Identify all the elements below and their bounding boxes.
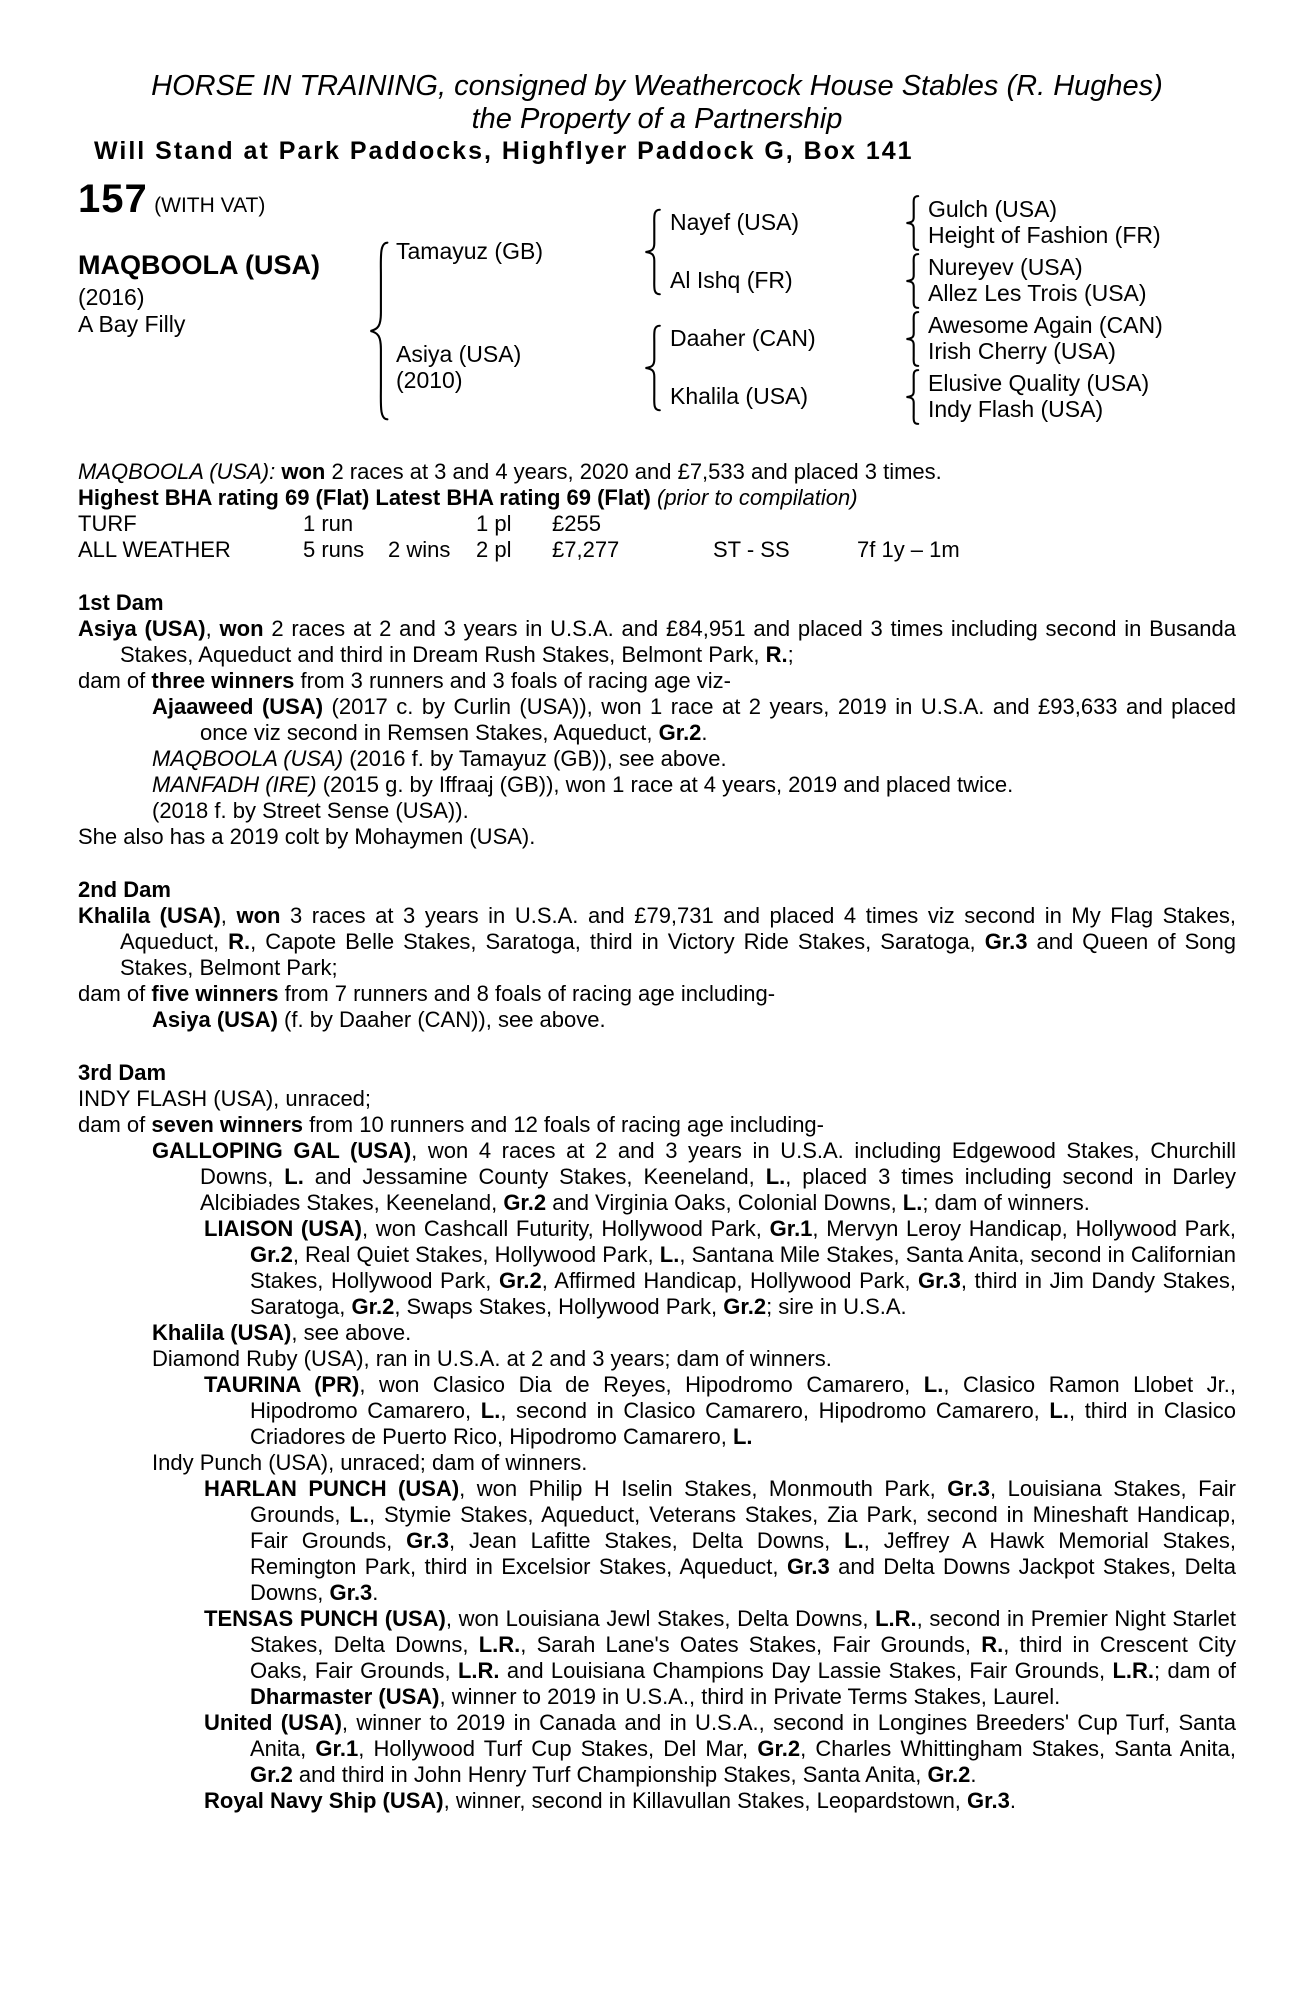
text-segment: , won 4 races at 2 and 3 years in U.S.A. including Edgewood Stakes, Churchill Downs, xyxy=(200,1138,1236,1189)
pedigree-paragraph xyxy=(78,1007,1236,1033)
pedigree-paragraph xyxy=(78,1216,1236,1320)
text-segment: L. xyxy=(902,1190,923,1215)
text-segment: ; dam of winners. xyxy=(922,1190,1090,1215)
horse-name: MAQBOOLA (USA) xyxy=(78,250,320,280)
pedigree-paragraph xyxy=(78,1138,1236,1216)
text-segment: MAQBOOLA (USA): xyxy=(78,459,276,484)
text-segment: and Delta Downs Jackpot Stakes, Delta Downs, xyxy=(250,1554,1237,1605)
text-segment: , Capote Belle Stakes, Saratoga, third in Victory Ride Stakes, Saratoga, xyxy=(250,929,985,954)
text-segment: TENSAS PUNCH (USA) xyxy=(204,1606,446,1631)
text-segment: and third in John Henry Turf Championship Stakes, Santa Anita, xyxy=(292,1762,928,1787)
text-segment: , won Louisiana Jewl Stakes, Delta Downs, xyxy=(445,1606,876,1631)
text-segment: five winners xyxy=(151,981,279,1006)
text-segment: L.R. xyxy=(478,1632,521,1657)
text-segment: from 7 runners and 8 foals of racing age including- xyxy=(278,981,776,1006)
text-segment: HARLAN PUNCH (USA) xyxy=(204,1476,460,1501)
pedigree-paragraph xyxy=(78,694,1236,746)
text-segment: L.R. xyxy=(457,1658,500,1683)
race-record-table xyxy=(78,511,1236,563)
text-segment: three winners xyxy=(151,668,295,693)
vat-note: (WITH VAT) xyxy=(154,194,266,217)
pedigree-paragraph xyxy=(78,1710,1236,1788)
dam-section-heading: 2nd Dam xyxy=(78,877,171,902)
pedigree-brace-gen3 xyxy=(902,253,920,309)
text-segment: Indy Punch (USA), unraced; dam of winners. xyxy=(152,1450,588,1475)
pedigree-name-gen3: Elusive Quality (USA) xyxy=(928,370,1150,396)
text-segment: Gr.1 xyxy=(315,1736,359,1761)
text-segment: Gr.3 xyxy=(786,1554,830,1579)
text-segment: L. xyxy=(480,1398,501,1423)
text-segment: . xyxy=(1009,1788,1016,1813)
dam-section-heading: 3rd Dam xyxy=(78,1060,167,1085)
pedigree-brace-gen1 xyxy=(364,239,390,423)
text-segment: , third in Crescent City Oaks, Fair Grounds, xyxy=(250,1632,1236,1683)
pedigree-name-gen3: Height of Fashion (FR) xyxy=(928,222,1161,248)
consignor-line: HORSE IN TRAINING, consigned by Weathercock House Stables (R. Hughes) xyxy=(151,70,1163,102)
pedigree-name-gen3: Allez Les Trois (USA) xyxy=(928,280,1147,306)
race-record-cell: ST - SS xyxy=(713,537,790,562)
pedigree-paragraph xyxy=(78,1086,1236,1112)
text-segment: , won Clasico Dia de Reyes, Hipodromo Camarero, xyxy=(359,1372,924,1397)
text-segment: INDY FLASH (USA), unraced; xyxy=(78,1086,372,1111)
pedigree-brace-gen3 xyxy=(902,195,920,251)
text-segment: L. xyxy=(659,1242,680,1267)
text-segment: , xyxy=(205,616,220,641)
pedigree-sire: Tamayuz (GB) xyxy=(396,238,543,264)
property-line: the Property of a Partnership xyxy=(471,103,843,135)
text-segment: R. xyxy=(765,642,788,667)
text-segment: (2017 c. by Curlin (USA)), won 1 race at 2 years, 2019 in U.S.A. and £93,633 and placed once viz second in Remsen Stakes, Aqueduct, xyxy=(200,694,1236,745)
race-record-row xyxy=(78,537,1236,563)
text-segment: Gr.3 xyxy=(984,929,1028,954)
text-segment: United (USA) xyxy=(204,1710,342,1735)
text-segment: R. xyxy=(228,929,251,954)
text-segment: from 10 runners and 12 foals of racing age including- xyxy=(303,1112,824,1137)
text-segment: , Santana Mile Stakes, Santa Anita, second in Californian Stakes, Hollywood Park, xyxy=(250,1242,1237,1293)
text-segment: L. xyxy=(349,1502,369,1527)
pedigree-brace-gen2-sire xyxy=(640,208,662,296)
text-segment: and Louisiana Champions Day Lassie Stakes, Fair Grounds, xyxy=(499,1658,1113,1683)
text-segment: , Charles Whittingham Stakes, Santa Anita, xyxy=(800,1736,1236,1761)
pedigree-paragraph xyxy=(78,1112,1236,1138)
text-segment: L.R. xyxy=(875,1606,917,1631)
text-segment: Royal Navy Ship (USA) xyxy=(204,1788,444,1813)
text-segment: R. xyxy=(981,1632,1004,1657)
text-segment: dam of xyxy=(78,668,152,693)
text-segment: Dharmaster (USA) xyxy=(250,1684,440,1709)
race-record-cell: TURF xyxy=(78,511,137,536)
text-segment: (2016 f. by Tamayuz (GB)), see above. xyxy=(343,746,727,771)
text-segment: LIAISON (USA) xyxy=(204,1216,363,1241)
text-segment: Gr.2 xyxy=(757,1736,801,1761)
pedigree-brace-gen3 xyxy=(902,311,920,367)
catalogue-body xyxy=(78,459,1236,1814)
text-segment: MANFADH (IRE) xyxy=(152,772,317,797)
text-segment: dam of xyxy=(78,981,152,1006)
text-segment: (2015 g. by Iffraaj (GB)), won 1 race at 4 years, 2019 and placed twice. xyxy=(316,772,1014,797)
race-record-cell: 1 pl xyxy=(476,511,512,536)
text-segment: , Swaps Stakes, Hollywood Park, xyxy=(394,1294,724,1319)
pedigree-name-gen2: Al Ishq (FR) xyxy=(670,267,793,293)
dam-section-heading: 1st Dam xyxy=(78,590,164,615)
lot-line xyxy=(78,177,266,221)
text-segment: , Jean Lafitte Stakes, Delta Downs, xyxy=(448,1528,845,1553)
race-record-cell: 7f 1y – 1m xyxy=(857,537,960,562)
text-segment: GALLOPING GAL (USA) xyxy=(152,1138,412,1163)
text-segment: L.R. xyxy=(1112,1658,1154,1683)
text-segment: Asiya (USA) xyxy=(152,1007,278,1032)
pedigree-brace-gen2-dam xyxy=(640,324,662,412)
text-segment: , see above. xyxy=(291,1320,412,1345)
pedigree-paragraph xyxy=(78,1346,1236,1372)
text-segment: . xyxy=(970,1762,977,1787)
text-segment: Gr.2 xyxy=(723,1294,767,1319)
text-segment: . xyxy=(372,1580,379,1605)
pedigree-paragraph xyxy=(78,1320,1236,1346)
text-segment: Ajaaweed (USA) xyxy=(152,694,324,719)
dam-sections xyxy=(78,590,1236,1814)
text-segment: Gr.2 xyxy=(503,1190,547,1215)
text-segment: dam of xyxy=(78,1112,152,1137)
text-segment: , third in Clasico Criadores de Puerto Rico, Hipodromo Camarero, xyxy=(250,1398,1236,1449)
text-segment: and Virginia Oaks, Colonial Downs, xyxy=(546,1190,903,1215)
text-segment: Gr.2 xyxy=(658,720,702,745)
text-segment: 3 races at 3 years in U.S.A. and £79,731 and placed 4 times viz second in My Flag Stakes, Aqueduct, xyxy=(120,903,1237,954)
text-segment: L. xyxy=(844,1528,864,1553)
text-segment: Gr.3 xyxy=(967,1788,1010,1813)
pedigree-paragraph xyxy=(78,746,1236,772)
text-segment: L. xyxy=(923,1372,944,1397)
page-header xyxy=(78,70,1236,167)
text-segment: , second in Premier Night Starlet Stakes, Delta Downs, xyxy=(250,1606,1236,1657)
text-segment: She also has a 2019 colt by Mohaymen (USA). xyxy=(78,824,536,849)
pedigree-paragraph xyxy=(78,616,1236,668)
pedigree-dam: Asiya (USA) xyxy=(396,341,522,367)
pedigree-name-gen2: Daaher (CAN) xyxy=(670,325,816,351)
text-segment: , xyxy=(220,903,237,928)
text-segment: Gr.3 xyxy=(406,1528,449,1553)
text-segment: , Clasico Ramon Llobet Jr., Hipodromo Camarero, xyxy=(250,1372,1236,1423)
dam-section xyxy=(78,877,1236,1033)
text-segment: TAURINA (PR) xyxy=(204,1372,360,1397)
text-segment: , third in Jim Dandy Stakes, Saratoga, xyxy=(250,1268,1236,1319)
bha-rating-line xyxy=(78,485,1236,511)
text-segment: Gr.3 xyxy=(329,1580,373,1605)
pedigree-paragraph xyxy=(78,1476,1236,1606)
text-segment: seven winners xyxy=(151,1112,304,1137)
pedigree-name-gen2: Nayef (USA) xyxy=(670,209,800,235)
race-record-cell: 2 pl xyxy=(476,537,512,562)
pedigree-paragraph xyxy=(78,1450,1236,1476)
text-segment: , Jeffrey A Hawk Memorial Stakes, Remington Park, third in Excelsior Stakes, Aqueduct, xyxy=(250,1528,1237,1579)
pedigree-name-gen3: Irish Cherry (USA) xyxy=(928,338,1116,364)
pedigree-name-gen3: Indy Flash (USA) xyxy=(928,396,1104,422)
dam-section xyxy=(78,1060,1236,1814)
pedigree-paragraph xyxy=(78,824,1236,850)
text-segment: Gr.2 xyxy=(250,1242,293,1267)
pedigree-name-gen3: Gulch (USA) xyxy=(928,196,1058,222)
text-segment: Gr.1 xyxy=(769,1216,813,1241)
text-segment: , second in Clasico Camarero, Hipodromo Camarero, xyxy=(500,1398,1050,1423)
text-segment: Gr.2 xyxy=(927,1762,971,1787)
race-record-row xyxy=(78,511,1236,537)
text-segment: MAQBOOLA (USA) xyxy=(152,746,344,771)
text-segment: Khalila (USA) xyxy=(78,903,221,928)
pedigree-paragraph xyxy=(78,772,1236,798)
pedigree-name-gen3: Awesome Again (CAN) xyxy=(928,312,1163,338)
text-segment: , Hollywood Turf Cup Stakes, Del Mar, xyxy=(358,1736,758,1761)
text-segment: L. xyxy=(1049,1398,1069,1423)
text-segment: ; sire in U.S.A. xyxy=(766,1294,907,1319)
text-segment: , won Cashcall Futurity, Hollywood Park, xyxy=(362,1216,770,1241)
text-segment: (f. by Daaher (CAN)), see above. xyxy=(277,1007,606,1032)
text-segment: and Jessamine County Stakes, Keeneland, xyxy=(303,1164,766,1189)
text-segment: Highest BHA rating 69 (Flat) Latest BHA rating 69 (Flat) xyxy=(78,485,651,510)
text-segment: (prior to compilation) xyxy=(657,485,858,510)
text-segment: won xyxy=(281,459,326,484)
horse-description: A Bay Filly xyxy=(78,311,186,337)
text-segment: Asiya (USA) xyxy=(78,616,206,641)
text-segment: from 3 runners and 3 foals of racing age viz- xyxy=(294,668,731,693)
race-record-cell: 1 run xyxy=(303,511,354,536)
pedigree-paragraph xyxy=(78,1606,1236,1710)
text-segment: ; xyxy=(787,642,794,667)
text-segment: won xyxy=(219,616,264,641)
text-segment: 2 races at 2 and 3 years in U.S.A. and £84,951 and placed 3 times including second in Busanda Stakes, Aqueduct and third in Dream Rush Stakes, Belmont Park, xyxy=(120,616,1237,667)
race-summary xyxy=(78,459,1236,485)
pedigree-dam-year: (2010) xyxy=(396,367,463,393)
text-segment: Diamond Ruby (USA), ran in U.S.A. at 2 and 3 years; dam of winners. xyxy=(152,1346,832,1371)
location-line: Will Stand at Park Paddocks, Highflyer Paddock G, Box 141 xyxy=(94,137,914,165)
pedigree-name-gen2: Khalila (USA) xyxy=(670,383,809,409)
pedigree-table xyxy=(78,177,1236,441)
text-segment: and Queen of Song Stakes, Belmont Park; xyxy=(120,929,1237,980)
pedigree-name-gen3: Nureyev (USA) xyxy=(928,254,1083,280)
text-segment: Gr.2 xyxy=(351,1294,395,1319)
dam-section xyxy=(78,590,1236,850)
text-segment: L. xyxy=(284,1164,304,1189)
text-segment: ; dam of xyxy=(1154,1658,1236,1683)
pedigree-paragraph xyxy=(78,903,1236,981)
text-segment: , won Philip H Iselin Stakes, Monmouth Park, xyxy=(459,1476,948,1501)
text-segment: , Louisiana Stakes, Fair Grounds, xyxy=(250,1476,1236,1527)
text-segment: , winner to 2019 in U.S.A., third in Private Terms Stakes, Laurel. xyxy=(439,1684,1061,1709)
foaling-year: (2016) xyxy=(78,284,145,310)
pedigree-paragraph xyxy=(78,1788,1236,1814)
bha-rating-block xyxy=(78,485,1236,563)
text-segment: , Mervyn Leroy Handicap, Hollywood Park, xyxy=(812,1216,1236,1241)
text-segment: , Stymie Stakes, Aqueduct, Veterans Stakes, Zia Park, second in Mineshaft Handicap, Fair Grounds, xyxy=(250,1502,1236,1553)
text-segment: . xyxy=(701,720,708,745)
race-record-cell: £7,277 xyxy=(552,537,620,562)
text-segment: , Sarah Lane's Oates Stakes, Fair Grounds, xyxy=(520,1632,982,1657)
pedigree-brace-gen3 xyxy=(902,369,920,425)
text-segment: 2 races at 3 and 4 years, 2020 and £7,533 and placed 3 times. xyxy=(325,459,942,484)
text-segment: , Real Quiet Stakes, Hollywood Park, xyxy=(292,1242,660,1267)
text-segment: Gr.3 xyxy=(918,1268,961,1293)
pedigree-paragraph xyxy=(78,668,1236,694)
text-segment: Khalila (USA) xyxy=(152,1320,292,1345)
pedigree-paragraph xyxy=(78,798,1236,824)
text-segment: Gr.2 xyxy=(498,1268,542,1293)
text-segment: (2018 f. by Street Sense (USA)). xyxy=(152,798,469,823)
text-segment: , Affirmed Handicap, Hollywood Park, xyxy=(541,1268,919,1293)
text-segment: , placed 3 times including second in Darley Alcibiades Stakes, Keeneland, xyxy=(200,1164,1236,1215)
pedigree-paragraph xyxy=(78,1372,1236,1450)
text-segment: Gr.3 xyxy=(947,1476,990,1501)
race-record-cell: £255 xyxy=(552,511,601,536)
text-segment: won xyxy=(236,903,281,928)
race-record-cell: ALL WEATHER xyxy=(78,537,231,562)
text-segment: , winner, second in Killavullan Stakes, Leopardstown, xyxy=(443,1788,968,1813)
lot-number: 157 xyxy=(78,177,148,221)
race-record-cell: 5 runs xyxy=(303,537,365,562)
pedigree-paragraph xyxy=(78,981,1236,1007)
race-record-cell: 2 wins xyxy=(388,537,451,562)
text-segment: , winner to 2019 in Canada and in U.S.A., second in Longines Breeders' Cup Turf, Santa Anita, xyxy=(250,1710,1236,1761)
text-segment: L. xyxy=(732,1424,753,1449)
text-segment: Gr.2 xyxy=(250,1762,293,1787)
text-segment: L. xyxy=(765,1164,786,1189)
